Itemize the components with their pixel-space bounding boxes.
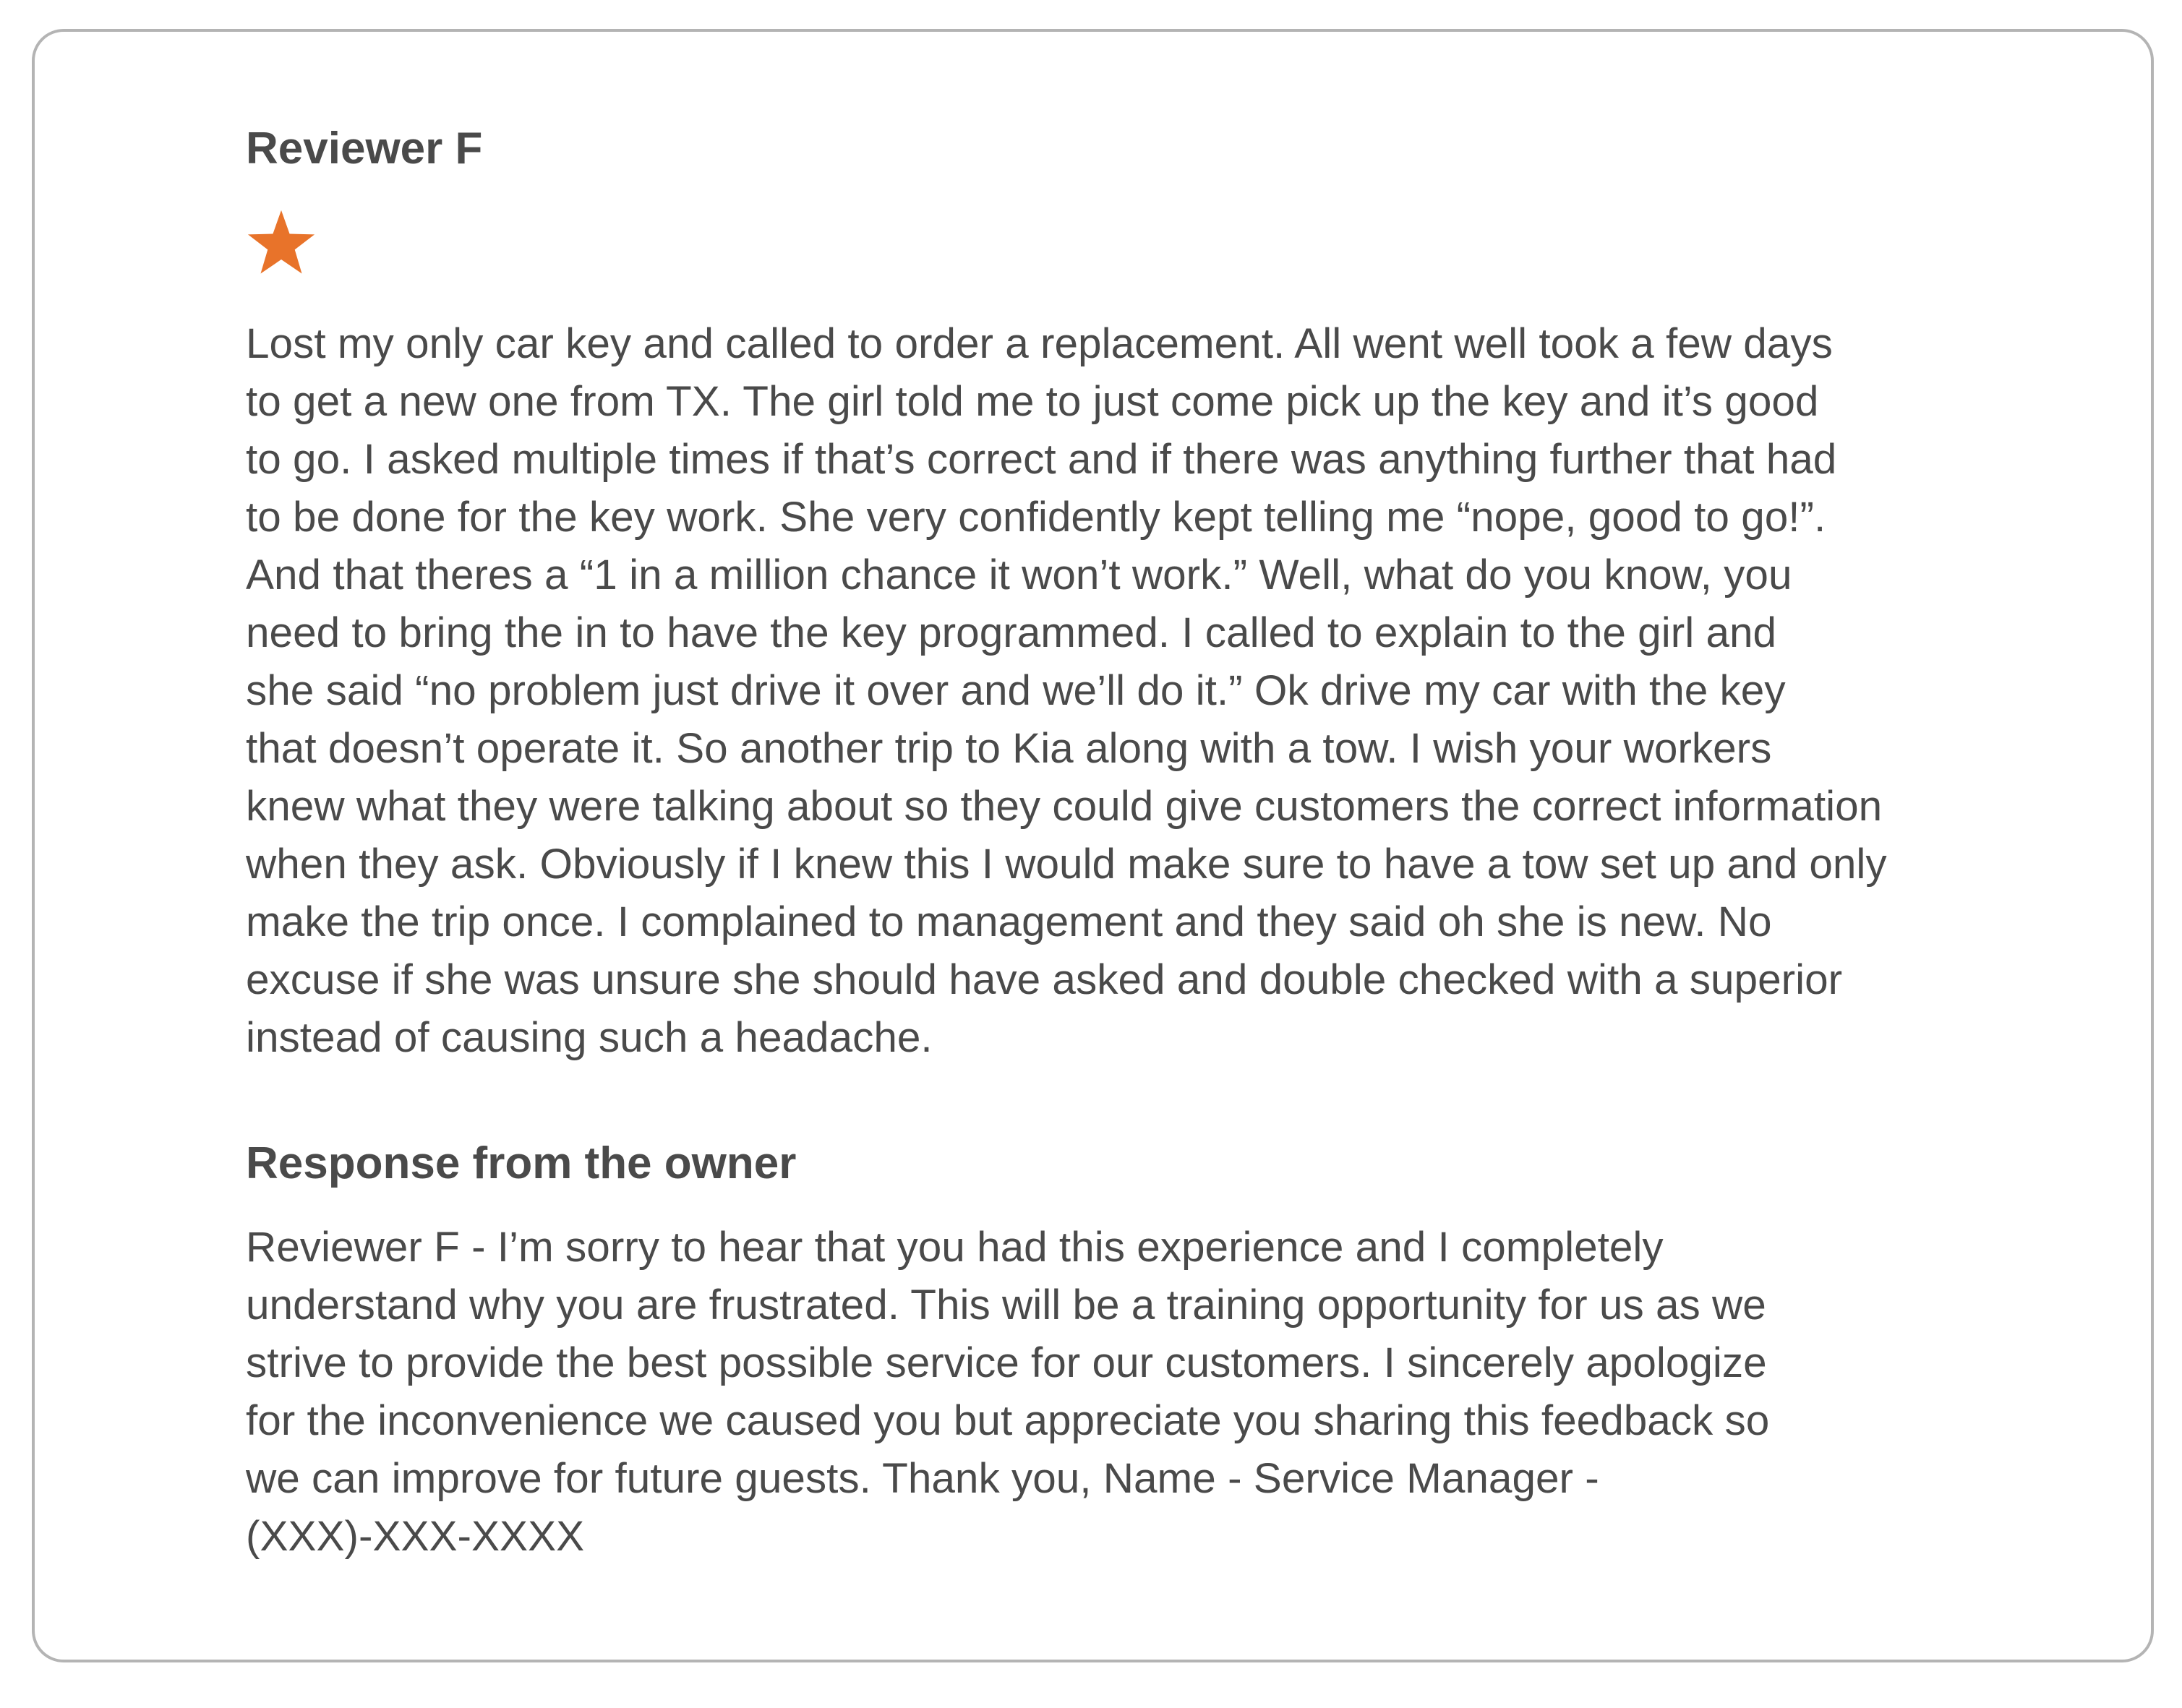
star-rating <box>246 205 2140 280</box>
reviewer-name: Reviewer F <box>246 124 483 173</box>
response-text: Reviewer F - I’m sorry to hear that you had this experience and I completely understand why you are frustrated. This will be a training opportunity for us as we strive to provide the best possible service for our customers. I sincerely apologize for the inconvenience we caused you but appreciate you sharing this feedback so we can improve for future guests. Thank you, Name - Service Manager - (XXX)-XXX-XXXX <box>246 1224 1770 1560</box>
response-heading: Response from the owner <box>246 1138 797 1188</box>
review-content <box>246 117 2140 1566</box>
review-text: Lost my only car key and called to order a replacement. All went well took a few days to get a new one from TX. The girl told me to just come pick up the key and it’s good to go. I asked multiple times if that’s correct and if there was anything further that had to be done for the key work. She very confidently kept telling me “nope, good to go!”. And that theres a “1 in a million chance it won’t work.” Well, what do you know, you need to bring the in to have the key programmed. I called to explain to the girl and she said “no problem just drive it over and we’ll do it.” Ok drive my car with the key that doesn’t operate it. So another trip to Kia along with a tow. I wish your workers knew what they were talking about so they could give customers the correct information when they ask. Obviously if I knew this I would make sure to have a tow set up and only make the trip once. I complained to management and they said oh she is new. No excuse if she was unsure she should have asked and double checked with a superior instead of causing such a headache. <box>246 320 1887 1061</box>
review-card <box>32 29 2154 1662</box>
star-icon <box>246 207 317 278</box>
